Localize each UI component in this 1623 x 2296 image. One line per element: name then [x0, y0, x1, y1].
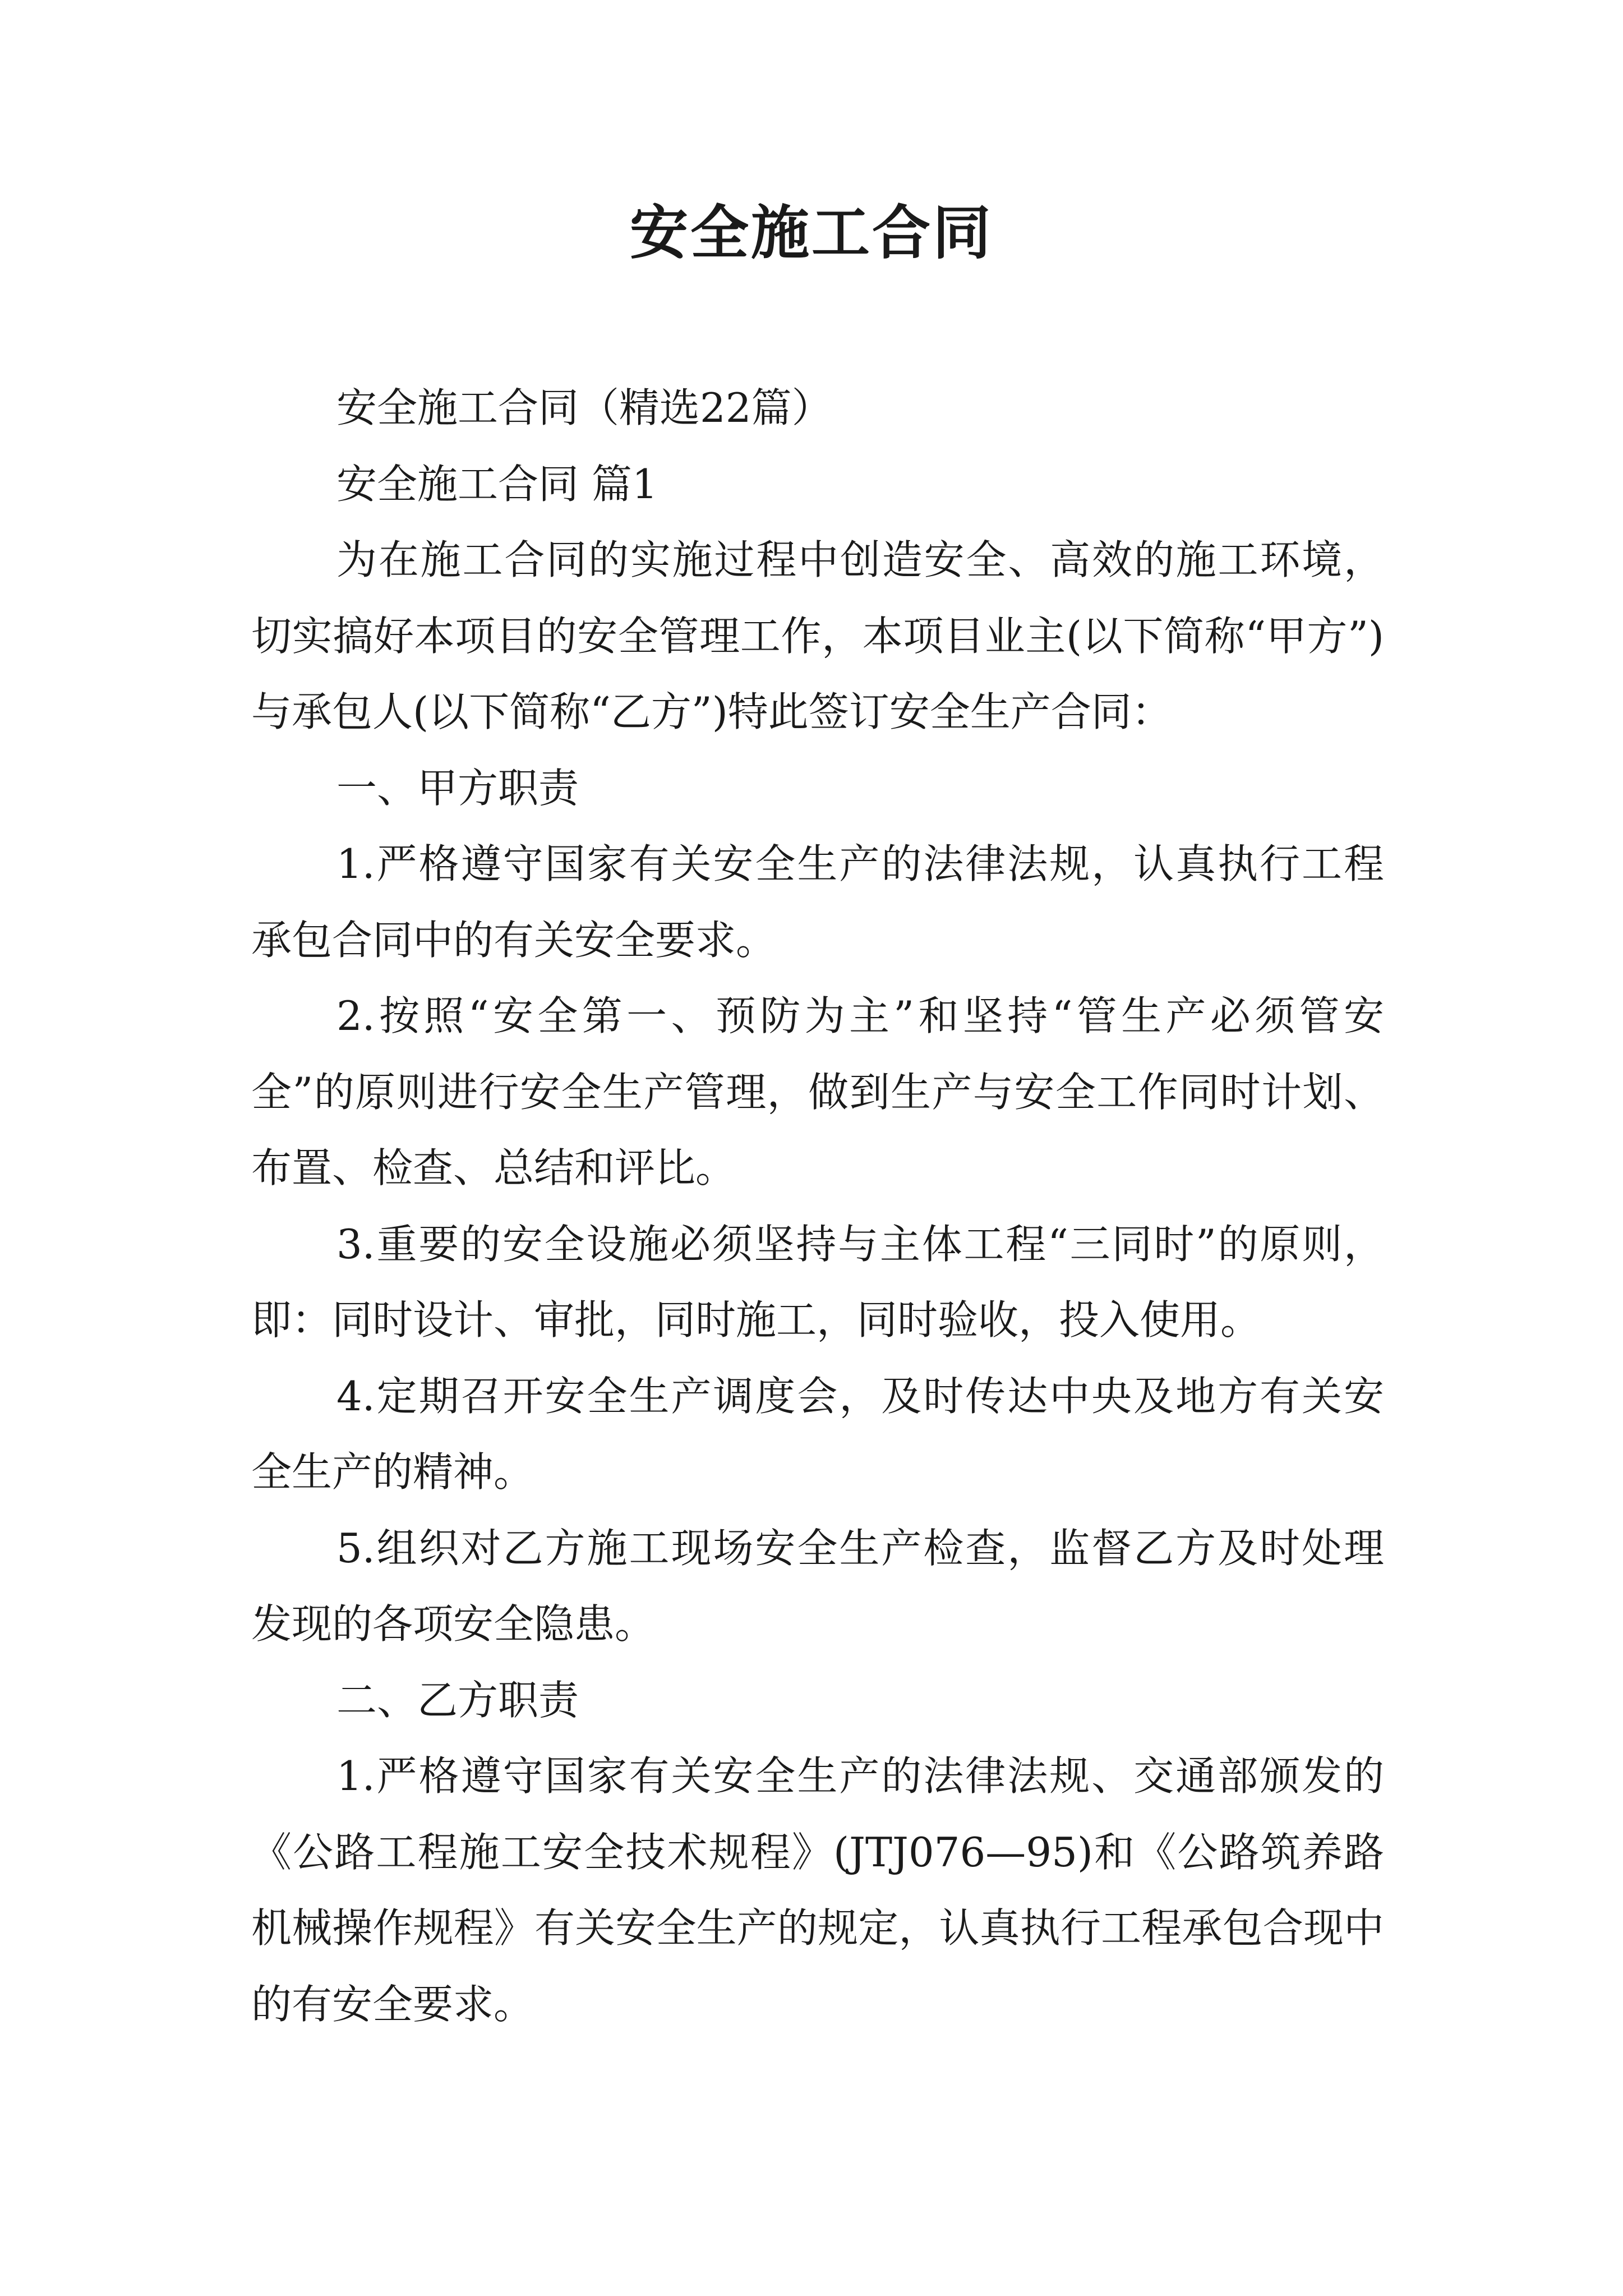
- document-body: [251, 370, 1384, 2042]
- document-title: 安全施工合同: [629, 199, 993, 267]
- subtitle-paragraph: 安全施工合同（精选22篇）: [336, 384, 832, 431]
- section-heading-part1: 安全施工合同 篇1: [336, 460, 658, 508]
- party-a-item-4: 4.定期召开安全生产调度会，及时传达中央及地方有关安全生产的精神。: [251, 1372, 1384, 1496]
- party-b-item-1: 1.严格遵守国家有关安全生产的法律法规、交通部颁发的《公路工程施工安全技术规程》(JTJ076—95)和《公路筑养路机械操作规程》有关安全生产的规定，认真执行工程承包合现中的有安全要求。: [251, 1752, 1384, 2028]
- intro-paragraph: 为在施工合同的实施过程中创造安全、高效的施工环境，切实搞好本项目的安全管理工作，本项目业主(以下简称“甲方”)与承包人(以下简称“乙方”)特此签订安全生产合同：: [251, 536, 1384, 735]
- party-a-item-2: 2.按照“安全第一、预防为主”和坚持“管生产必须管安全”的原则进行安全生产管理，做到生产与安全工作同时计划、布置、检查、总结和评比。: [251, 992, 1384, 1191]
- section-heading-party-a: 一、甲方职责: [336, 764, 579, 812]
- party-a-item-5: 5.组织对乙方施工现场安全生产检查，监督乙方及时处理发现的各项安全隐患。: [251, 1524, 1384, 1648]
- section-heading-party-b: 二、乙方职责: [336, 1676, 579, 1724]
- party-a-item-3: 3.重要的安全设施必须坚持与主体工程“三同时”的原则，即：同时设计、审批，同时施工，同时验收，投入使用。: [251, 1220, 1384, 1343]
- party-a-item-1: 1.严格遵守国家有关安全生产的法律法规，认真执行工程承包合同中的有关安全要求。: [251, 840, 1384, 964]
